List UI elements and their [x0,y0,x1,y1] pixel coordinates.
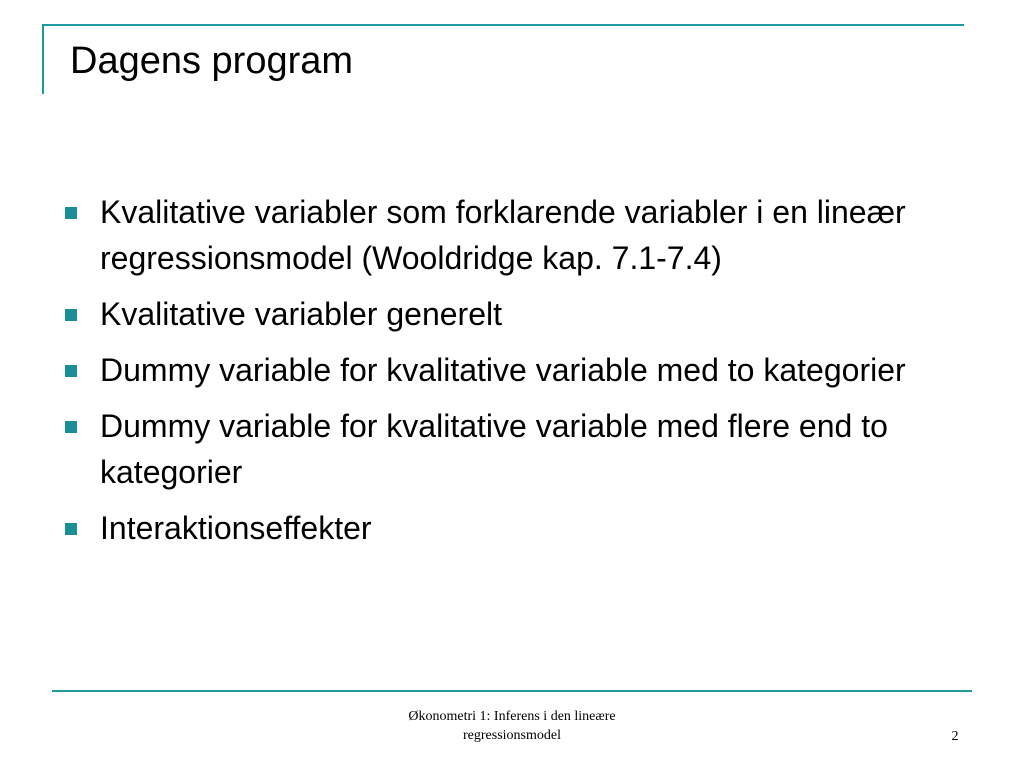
agenda-item-text: Kvalitative variabler som forklarende variabler i en lineær regressionsmodel (Wooldridge kap. 7.1-7.4) [100,194,906,276]
footer-divider [52,690,972,692]
square-bullet-icon [65,421,77,433]
square-bullet-icon [65,365,77,377]
agenda-item-text: Dummy variable for kvalitative variable med flere end to kategorier [100,408,888,490]
agenda-item [0,403,1024,495]
agenda-item-text: Dummy variable for kvalitative variable med to kategorier [100,352,906,388]
agenda-item-text: Kvalitative variabler generelt [100,296,502,332]
footer-caption [312,707,712,745]
agenda-item [0,347,1024,393]
page-number: 2 [951,729,959,744]
agenda-item-text: Interaktionseffekter [100,510,372,546]
agenda-item [0,291,1024,337]
square-bullet-icon [65,207,77,219]
agenda-list [0,189,1024,561]
footer-caption-line: regressionsmodel [463,728,561,743]
title-divider-vertical [42,24,44,94]
slide-title: Dagens program [70,40,354,82]
agenda-item [0,189,1024,281]
title-divider-horizontal [42,24,964,26]
square-bullet-icon [65,309,77,321]
footer-caption-line: Økonometri 1: Inferens i den lineære [408,709,616,724]
square-bullet-icon [65,523,77,535]
agenda-item [0,505,1024,551]
